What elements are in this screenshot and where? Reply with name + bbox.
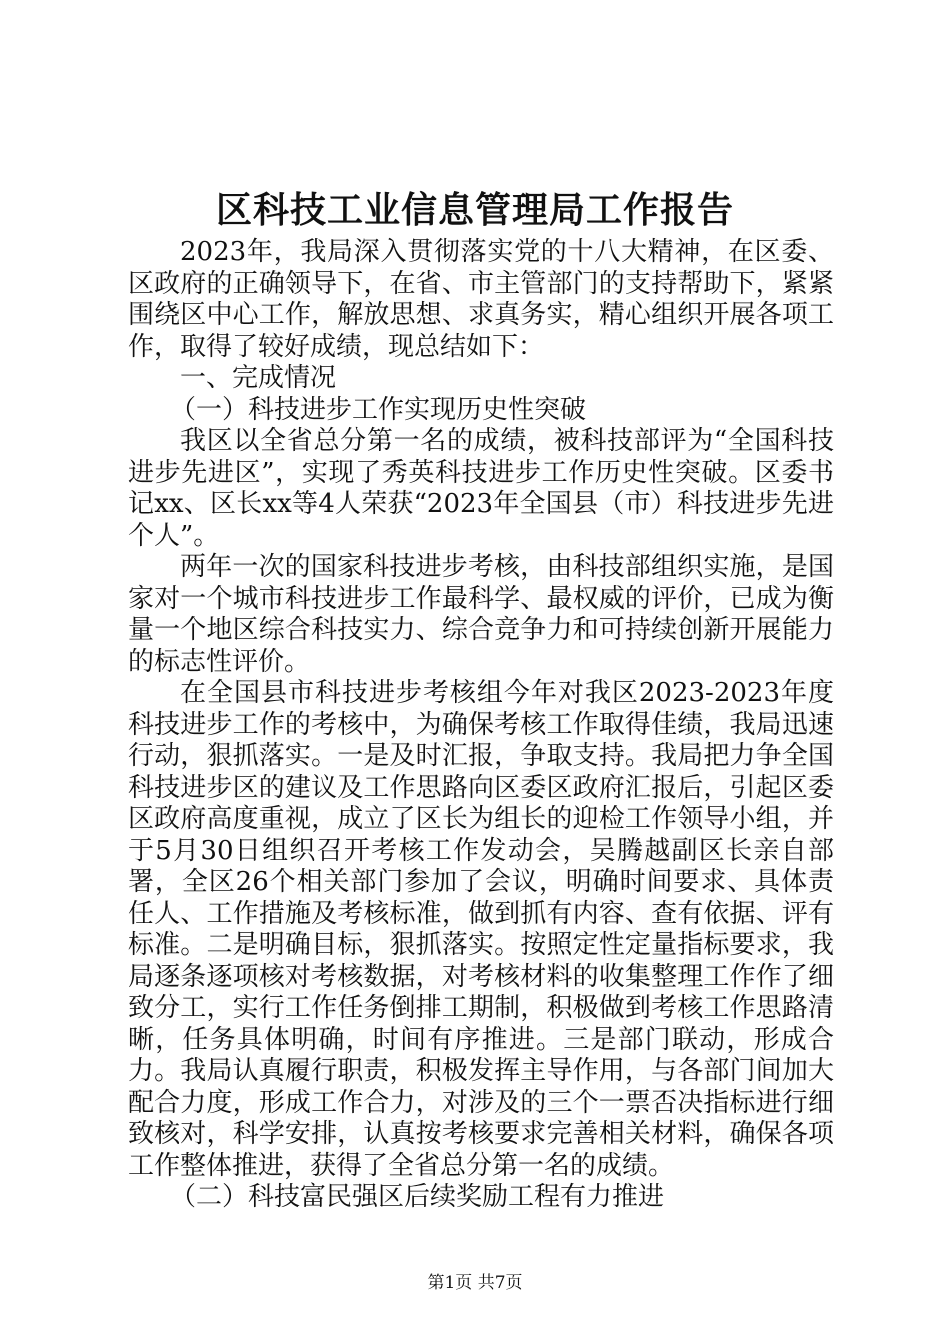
- document-title: 区科技工业信息管理局工作报告: [215, 189, 734, 231]
- paragraph-award: 我区以全省总分第一名的成绩，被科技部评为“全国科技进步先进区”，实现了秀英科技进步工作历史性突破。区委书记xx、区长xx等4人荣获“2023年全国县（市）科技进步先进个人”。: [128, 426, 834, 551]
- page-footer: 第1页 共7页: [427, 1273, 523, 1293]
- intro-paragraph: 2023年，我局深入贯彻落实党的十八大精神，在区委、区政府的正确领导下，在省、市主管部门的支持帮助下，紧紧围绕区中心工作，解放思想、求真务实，精心组织开展各项工作，取得了较好成绩，现总结如下：: [128, 237, 834, 362]
- section-heading-completion: 一、完成情况: [180, 363, 337, 393]
- paragraph-assessment-work: 在全国县市科技进步考核组今年对我区2023-2023年度科技进步工作的考核中，为确保考核工作取得佳绩，我局迅速行动，狠抓落实。一是及时汇报，争取支持。我局把力争全国科技进步区的建议及工作思路向区委区政府汇报后，引起区委区政府高度重视，成立了区长为组长的迎检工作领导小组，并于5月30日组织召开考核工作发动会，吴腾越副区长亲自部署，全区26个相关部门参加了会议，明确时间要求、具体责任人、工作措施及考核标准，做到抓有内容、查有依据、评有标准。二是明确目标，狠抓落实。按照定性定量指标要求，我局逐条逐项核对考核数据，对考核材料的收集整理工作作了细致分工，实行工作任务倒排工期制，积极做到考核工作思路清晰，任务具体明确，时间有序推进。三是部门联动，形成合力。我局认真履行职责，积极发挥主导作用，与各部门间加大配合力度，形成工作合力，对涉及的三个一票否决指标进行细致核对，科学安排，认真按考核要求完善相关材料，确保各项工作整体推进，获得了全省总分第一名的成绩。: [128, 678, 834, 1181]
- subsection-heading-rewards-project: （二）科技富民强区后续奖励工程有力推进: [170, 1182, 665, 1212]
- paragraph-national-assessment: 两年一次的国家科技进步考核，由科技部组织实施，是国家对一个城市科技进步工作最科学、最权威的评价，已成为衡量一个地区综合科技实力、综合竞争力和可持续创新开展能力的标志性评价。: [128, 552, 834, 677]
- document-body: [128, 237, 834, 1214]
- subsection-heading-tech-progress: （一）科技进步工作实现历史性突破: [170, 394, 587, 425]
